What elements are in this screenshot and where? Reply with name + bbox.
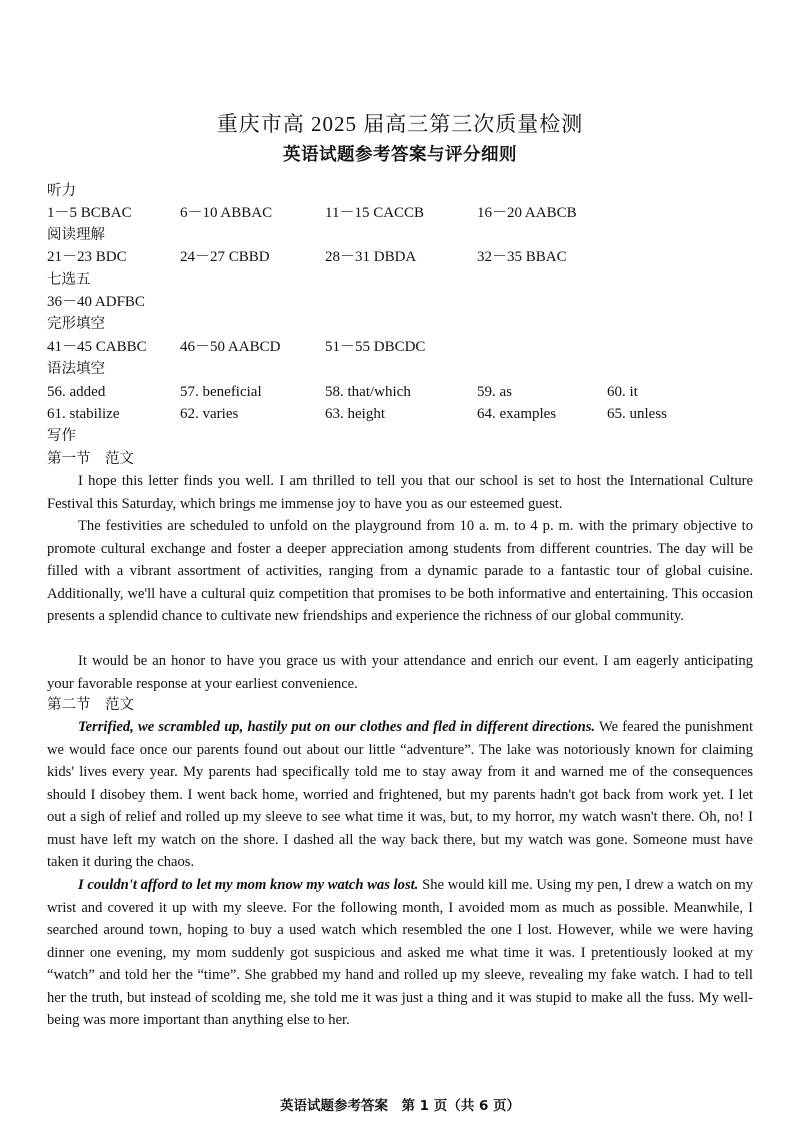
answer-row-cloze xyxy=(47,336,753,358)
answer-item: 64. examples xyxy=(477,406,557,422)
answer-item: 62. varies xyxy=(180,406,239,422)
essay-paragraph: The festivities are scheduled to unfold on the playground from 10 a. m. to 4 p. m. with the primary objective to promote cultural exchange and foster a deeper appreciation among students from different countries. The day will be filled with a vibrant assortment of activities, ranging from a dynamic parade to a fantastic tour of global cuisine. Additionally, we'll have a cultural quiz competition that promises to be both informative and entertaining. This occasion presents a splendid chance to cultivate new friendships and experience the richness of our global community. xyxy=(47,518,753,624)
answer-item: 59. as xyxy=(477,384,512,400)
answer-group: 46－50 AABCD xyxy=(180,339,281,355)
answer-group: 36－40 ADFBC xyxy=(47,294,145,310)
answer-row-grammar-2 xyxy=(47,403,753,425)
answer-group: 51－55 DBCDC xyxy=(325,339,426,355)
writing-part1-label: 第一节 范文 xyxy=(47,451,134,467)
section-label-seven-five: 七选五 xyxy=(47,272,91,288)
section-label-writing: 写作 xyxy=(47,428,76,444)
section-label-grammar: 语法填空 xyxy=(47,361,105,377)
paragraph-body: She would kill me. Using my pen, I drew a watch on my wrist and covered it up with my sleeve. For the following month, I avoided mom as much as possible. Meanwhile, I searched around town, hoping to buy a used watch which resembled the one I lost. However, while we were having dinner one evening, my mom suddenly got suspicious and asked me what time it was. I pretentiously looked at my “watch” and told her the “time”. She grabbed my hand and rolled up my sleeve, revealing my fake watch. I had to tell her the truth, but instead of scolding me, she told me it was just a thing and it was stupid to make all the fuss. My well-being was more important than anything else to her. xyxy=(47,877,754,1028)
section-label-cloze: 完形填空 xyxy=(47,316,105,332)
page-footer: 英语试题参考答案 第 1 页（共 6 页） xyxy=(279,1098,521,1114)
answer-group: 41－45 CABBC xyxy=(47,339,147,355)
page-subtitle: 英语试题参考答案与评分细则 xyxy=(283,145,517,165)
answer-item: 63. height xyxy=(325,406,385,422)
answer-item: 57. beneficial xyxy=(180,384,262,400)
answer-group: 1－5 BCBAC xyxy=(47,205,132,221)
answer-group: 32－35 BBAC xyxy=(477,249,567,265)
lead-sentence: Terrified, we scrambled up, hastily put on our clothes and fled in different directions. xyxy=(78,719,596,735)
answer-group: 16－20 AABCB xyxy=(477,205,577,221)
answer-item: 65. unless xyxy=(607,406,667,422)
essay-paragraph xyxy=(47,716,753,874)
answer-row-seven-five xyxy=(47,291,753,313)
lead-sentence: I couldn't afford to let my mom know my watch was lost. xyxy=(78,877,419,893)
section-label-listening: 听力 xyxy=(47,183,76,199)
writing-part2-label: 第二节 范文 xyxy=(47,697,134,713)
answer-group: 28－31 DBDA xyxy=(325,249,417,265)
answer-item: 60. it xyxy=(607,384,638,400)
paragraph-body: We feared the punishment we would face once our parents found out about our little “adventure”. The lake was notoriously known for claiming kids' lives every year. My parents had specifically told me to stay away from it and warned me of the consequences should I disobey them. I went back home, worried and frightened, but my parents hadn't got back from work yet. I let out a sigh of relief and rolled up my sleeve to see what time it was, but, to my horror, my watch wasn't there. Oh, no! I must have left my watch on the shore. I dashed all the way back there, but my watch was gone. Someone must have taken it during the chaos. xyxy=(47,719,754,870)
answer-item: 56. added xyxy=(47,384,106,400)
answer-row-listening xyxy=(47,202,753,224)
answer-group: 24－27 CBBD xyxy=(180,249,270,265)
answer-item: 61. stabilize xyxy=(47,406,120,422)
answer-group: 6－10 ABBAC xyxy=(180,205,273,221)
essay-paragraph: I hope this letter finds you well. I am thrilled to tell you that our school is set to host the International Culture Festival this Saturday, which brings me immense joy to have you as our esteemed guest. xyxy=(47,473,753,512)
answer-item: 58. that/which xyxy=(325,384,411,400)
essay-paragraph: It would be an honor to have you grace us with your attendance and enrich our event. I am eagerly anticipating your favorable response at your earliest convenience. xyxy=(47,653,753,692)
answer-group: 11－15 CACCB xyxy=(325,205,425,221)
answer-group: 21－23 BDC xyxy=(47,249,127,265)
answer-row-grammar-1 xyxy=(47,381,753,403)
page-title: 重庆市高 2025 届高三第三次质量检测 xyxy=(216,112,584,136)
answer-row-reading xyxy=(47,246,753,268)
essay-paragraph xyxy=(47,874,753,1032)
section-label-reading: 阅读理解 xyxy=(47,227,105,243)
